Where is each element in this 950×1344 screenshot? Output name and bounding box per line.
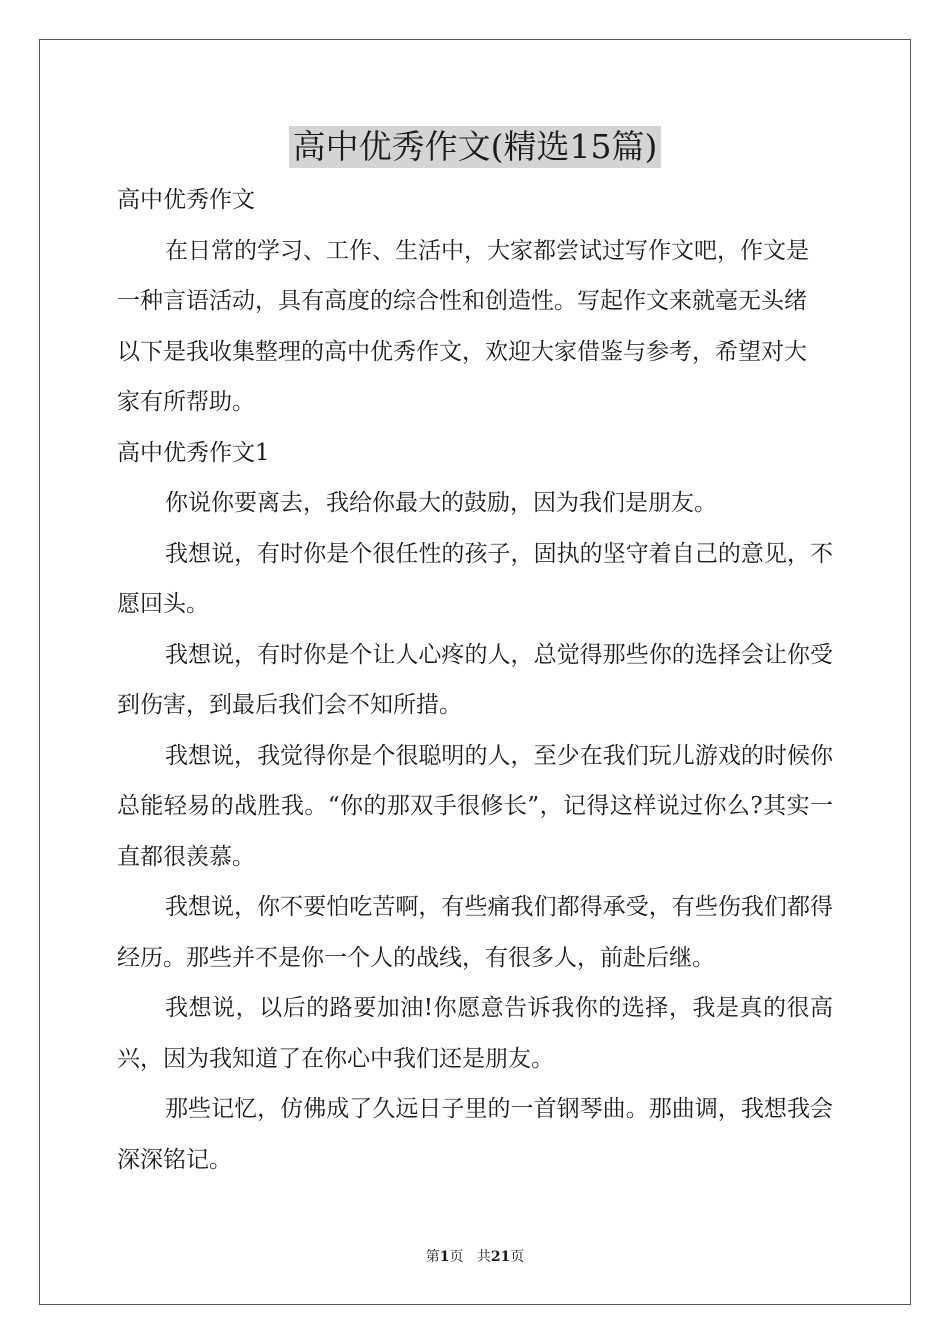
intro-line: 以下是我收集整理的高中优秀作文，欢迎大家借鉴与参考，希望对大 [117, 338, 807, 365]
intro-line: 在日常的学习、工作、生活中，大家都尝试过写作文吧，作文是 [165, 237, 809, 264]
section-heading-1: 高中优秀作文1 [117, 439, 270, 466]
page-footer [0, 1248, 950, 1266]
document-title: 高中优秀作文(精选15篇) [289, 126, 662, 168]
document-body [117, 175, 833, 1185]
body-paragraph: 我想说，你不要怕吃苦啊，有些痛我们都得承受，有些伤我们都得经历。那些并不是你一个人的战线，有很多人，前赴后继。 [117, 894, 833, 971]
intro-line: 一种言语活动，具有高度的综合性和创造性。写起作文来就毫无头绪 [117, 288, 807, 314]
page-number: 1 [439, 1249, 450, 1265]
section-heading-intro: 高中优秀作文 [117, 187, 255, 213]
body-paragraph: 你说你要离去，我给你最大的鼓励，因为我们是朋友。 [165, 490, 717, 516]
body-paragraph: 我想说，以后的路要加油!你愿意告诉我你的选择，我是真的很高兴，因为我知道了在你心中我们还是朋友。 [117, 995, 833, 1072]
title-container [0, 126, 950, 168]
body-paragraph: 我想说，有时你是个让人心疼的人，总觉得那些你的选择会让你受到伤害，到最后我们会不知所措。 [117, 641, 833, 718]
total-prefix: 共 [476, 1249, 491, 1265]
body-paragraph: 我想说，有时你是个很任性的孩子，固执的坚守着自己的意见，不愿回头。 [117, 540, 833, 617]
intro-paragraph [117, 226, 833, 428]
total-pages: 21 [490, 1249, 511, 1265]
body-paragraph: 那些记忆，仿佛成了久远日子里的一首钢琴曲。那曲调，我想我会深深铭记。 [117, 1096, 833, 1173]
page-suffix: 页 [449, 1249, 464, 1265]
total-suffix: 页 [510, 1249, 525, 1265]
body-paragraph: 我想说，我觉得你是个很聪明的人，至少在我们玩儿游戏的时候你总能轻易的战胜我。“你的那双手很修长”，记得这样说过你么?其实一直都很羡慕。 [117, 742, 833, 870]
intro-line: 家有所帮助。 [117, 389, 255, 415]
page-prefix: 第 [425, 1249, 440, 1265]
